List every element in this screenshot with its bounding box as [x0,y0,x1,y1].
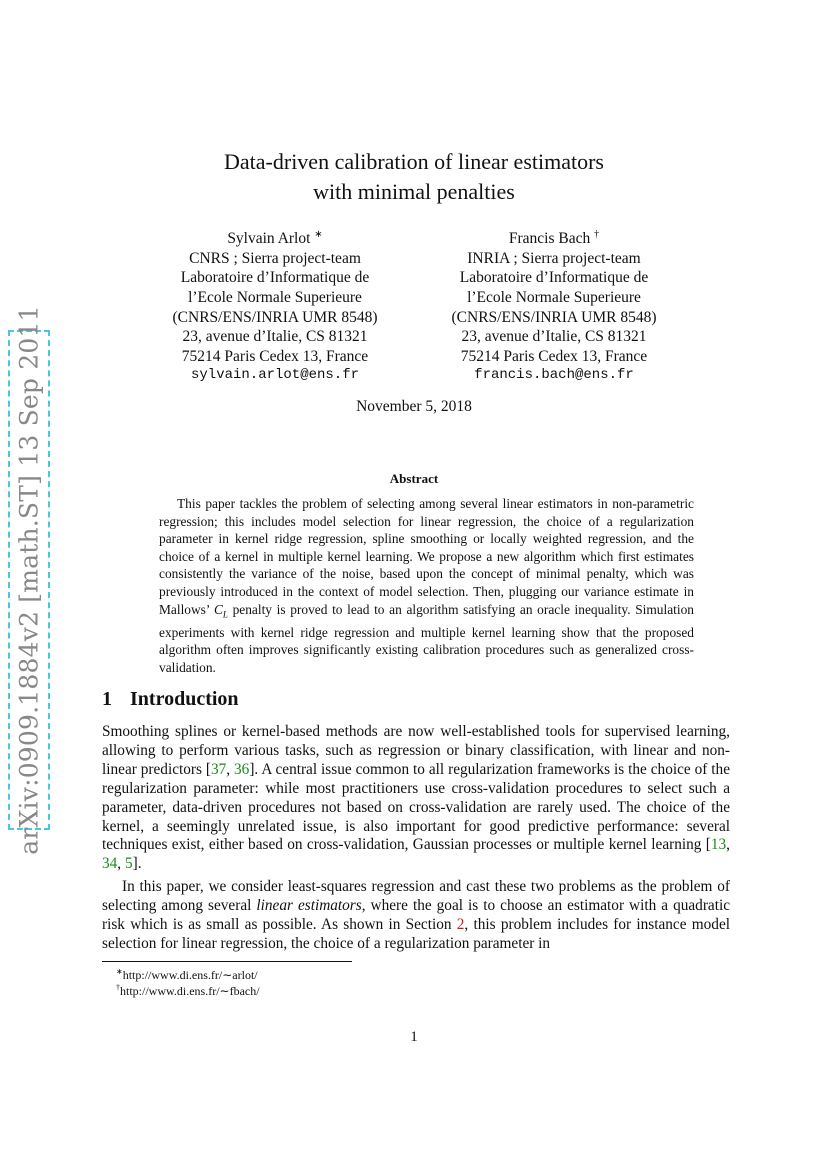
author-2-aff-5: 23, avenue d’Italie, CS 81321 [461,328,647,346]
p1-text-3: ]. [132,855,142,873]
author-1-mark: ∗ [314,229,323,240]
author-1-aff-4: (CNRS/ENS/INRIA UMR 8548) [172,308,378,326]
author-1-name-line [145,225,405,249]
author-2-aff-3: l’Ecole Normale Superieure [467,288,641,306]
title-line-2: with minimal penalties [313,179,515,204]
citation-link[interactable]: 37 [210,760,227,778]
footnote-2-mark: † [116,983,120,992]
title-line-1: Data-driven calibration of linear estimators [224,149,604,174]
footnote-1-link[interactable]: http://www.di.ens.fr/∼arlot/ [122,968,258,982]
abstract-body [159,495,694,677]
author-2-name: Francis Bach [508,230,591,248]
author-1 [145,225,405,386]
abstract-text-a: This paper tackles the problem of selecting among several linear estimators in non-parametric regression; this includes model selection for linear regression, the choice of a regularization parameter in kernel ridge regression, spline smoothing or locally weighted regression, and the choice of a kernel in multiple kernel learning. We propose a new algorithm which first estimates consistently the variance of the noise, based upon the concept of minimal penalty, which was previously introduced in the context of model selection. Then, plugging our variance estimate in Mallows’ [159,496,694,617]
author-1-aff-6: 75214 Paris Cedex 13, France [181,347,369,365]
footnote-2-link[interactable]: http://www.di.ens.fr/∼fbach/ [120,984,260,998]
p2-emphasis: linear estimators [256,896,362,914]
paper-title [0,147,828,207]
paper-date: November 5, 2018 [356,398,472,415]
author-2 [424,225,684,386]
author-1-aff-2: Laboratoire d’Informatique de [180,269,370,287]
citation-link[interactable]: 5 [124,855,133,873]
section-heading [102,688,239,711]
author-2-email[interactable]: francis.bach@ens.fr [474,367,634,384]
intro-paragraph-2 [102,878,730,954]
author-1-aff-1: CNRS ; Sierra project-team [189,249,361,267]
intro-paragraph-1 [102,723,730,874]
arxiv-id: arXiv:0909.1884v2 [math.ST] 13 Sep 2011 [14,305,44,855]
author-2-mark: † [594,229,600,240]
abstract-math: C [213,601,223,617]
section-ref-link[interactable]: 2 [456,915,465,933]
footnote-rule [102,961,352,962]
abstract-text-b: penalty is proved to lead to an algorithm satisfying an oracle inequality. Simulation experiments with kernel ridge regression and multiple kernel learning show that the proposed algorithm often improves significantly existing calibration procedures such as generalized cross-validation. [159,601,694,676]
author-2-name-line [424,225,684,249]
p1-sep-2: , [726,836,730,854]
p2-text-1: In this paper, we consider least-squares regression and cast these two problems as the problem of selecting among several [102,878,730,914]
p1-sep-3: , [117,855,125,873]
p1-text-1: Smoothing splines or kernel-based methods are now well-established tools for supervised learning, allowing to perform various tasks, such as regression or binary classification, with linear and non-linear predictors [ [102,723,730,778]
footnote-1-mark: ∗ [116,967,123,976]
author-2-aff-6: 75214 Paris Cedex 13, France [460,347,648,365]
author-2-aff-4: (CNRS/ENS/INRIA UMR 8548) [451,308,657,326]
author-2-aff-2: Laboratoire d’Informatique de [459,269,649,287]
page-number: 1 [410,1029,418,1045]
section-title: Introduction [130,688,239,710]
citation-link[interactable]: 34 [102,855,118,873]
section-number: 1 [102,688,112,710]
author-1-email[interactable]: sylvain.arlot@ens.fr [190,367,360,384]
abstract-heading: Abstract [389,471,439,486]
author-1-aff-3: l’Ecole Normale Superieure [188,288,362,306]
author-2-aff-1: INRIA ; Sierra project-team [467,249,641,267]
p2-text-2: , where the goal is to choose an estimator with a quadratic risk which is as small as possible. As shown in Section [102,896,730,933]
citation-link[interactable]: 36 [234,760,250,778]
author-1-aff-5: 23, avenue d’Italie, CS 81321 [182,328,368,346]
author-1-name: Sylvain Arlot [227,230,311,248]
footnote-2 [116,980,260,999]
p2-text-3: , this problem includes for instance model selection for linear regression, the choice of a regularization parameter in [102,915,730,952]
p1-text-2: ]. A central issue common to all regularization frameworks is the choice of the regularization parameter: while most practitioners use cross-validation procedures to select such a parameter, data-driven procedures not based on cross-validation are rarely used. The choice of the kernel, a seemingly unrelated issue, is also important for good predictive performance: several techniques exist, either based on cross-validation, Gaussian processes or multiple kernel learning [ [102,760,730,854]
p1-sep-1: , [226,760,235,778]
citation-link[interactable]: 13 [710,836,727,854]
abstract-math-sub: L [222,609,228,620]
